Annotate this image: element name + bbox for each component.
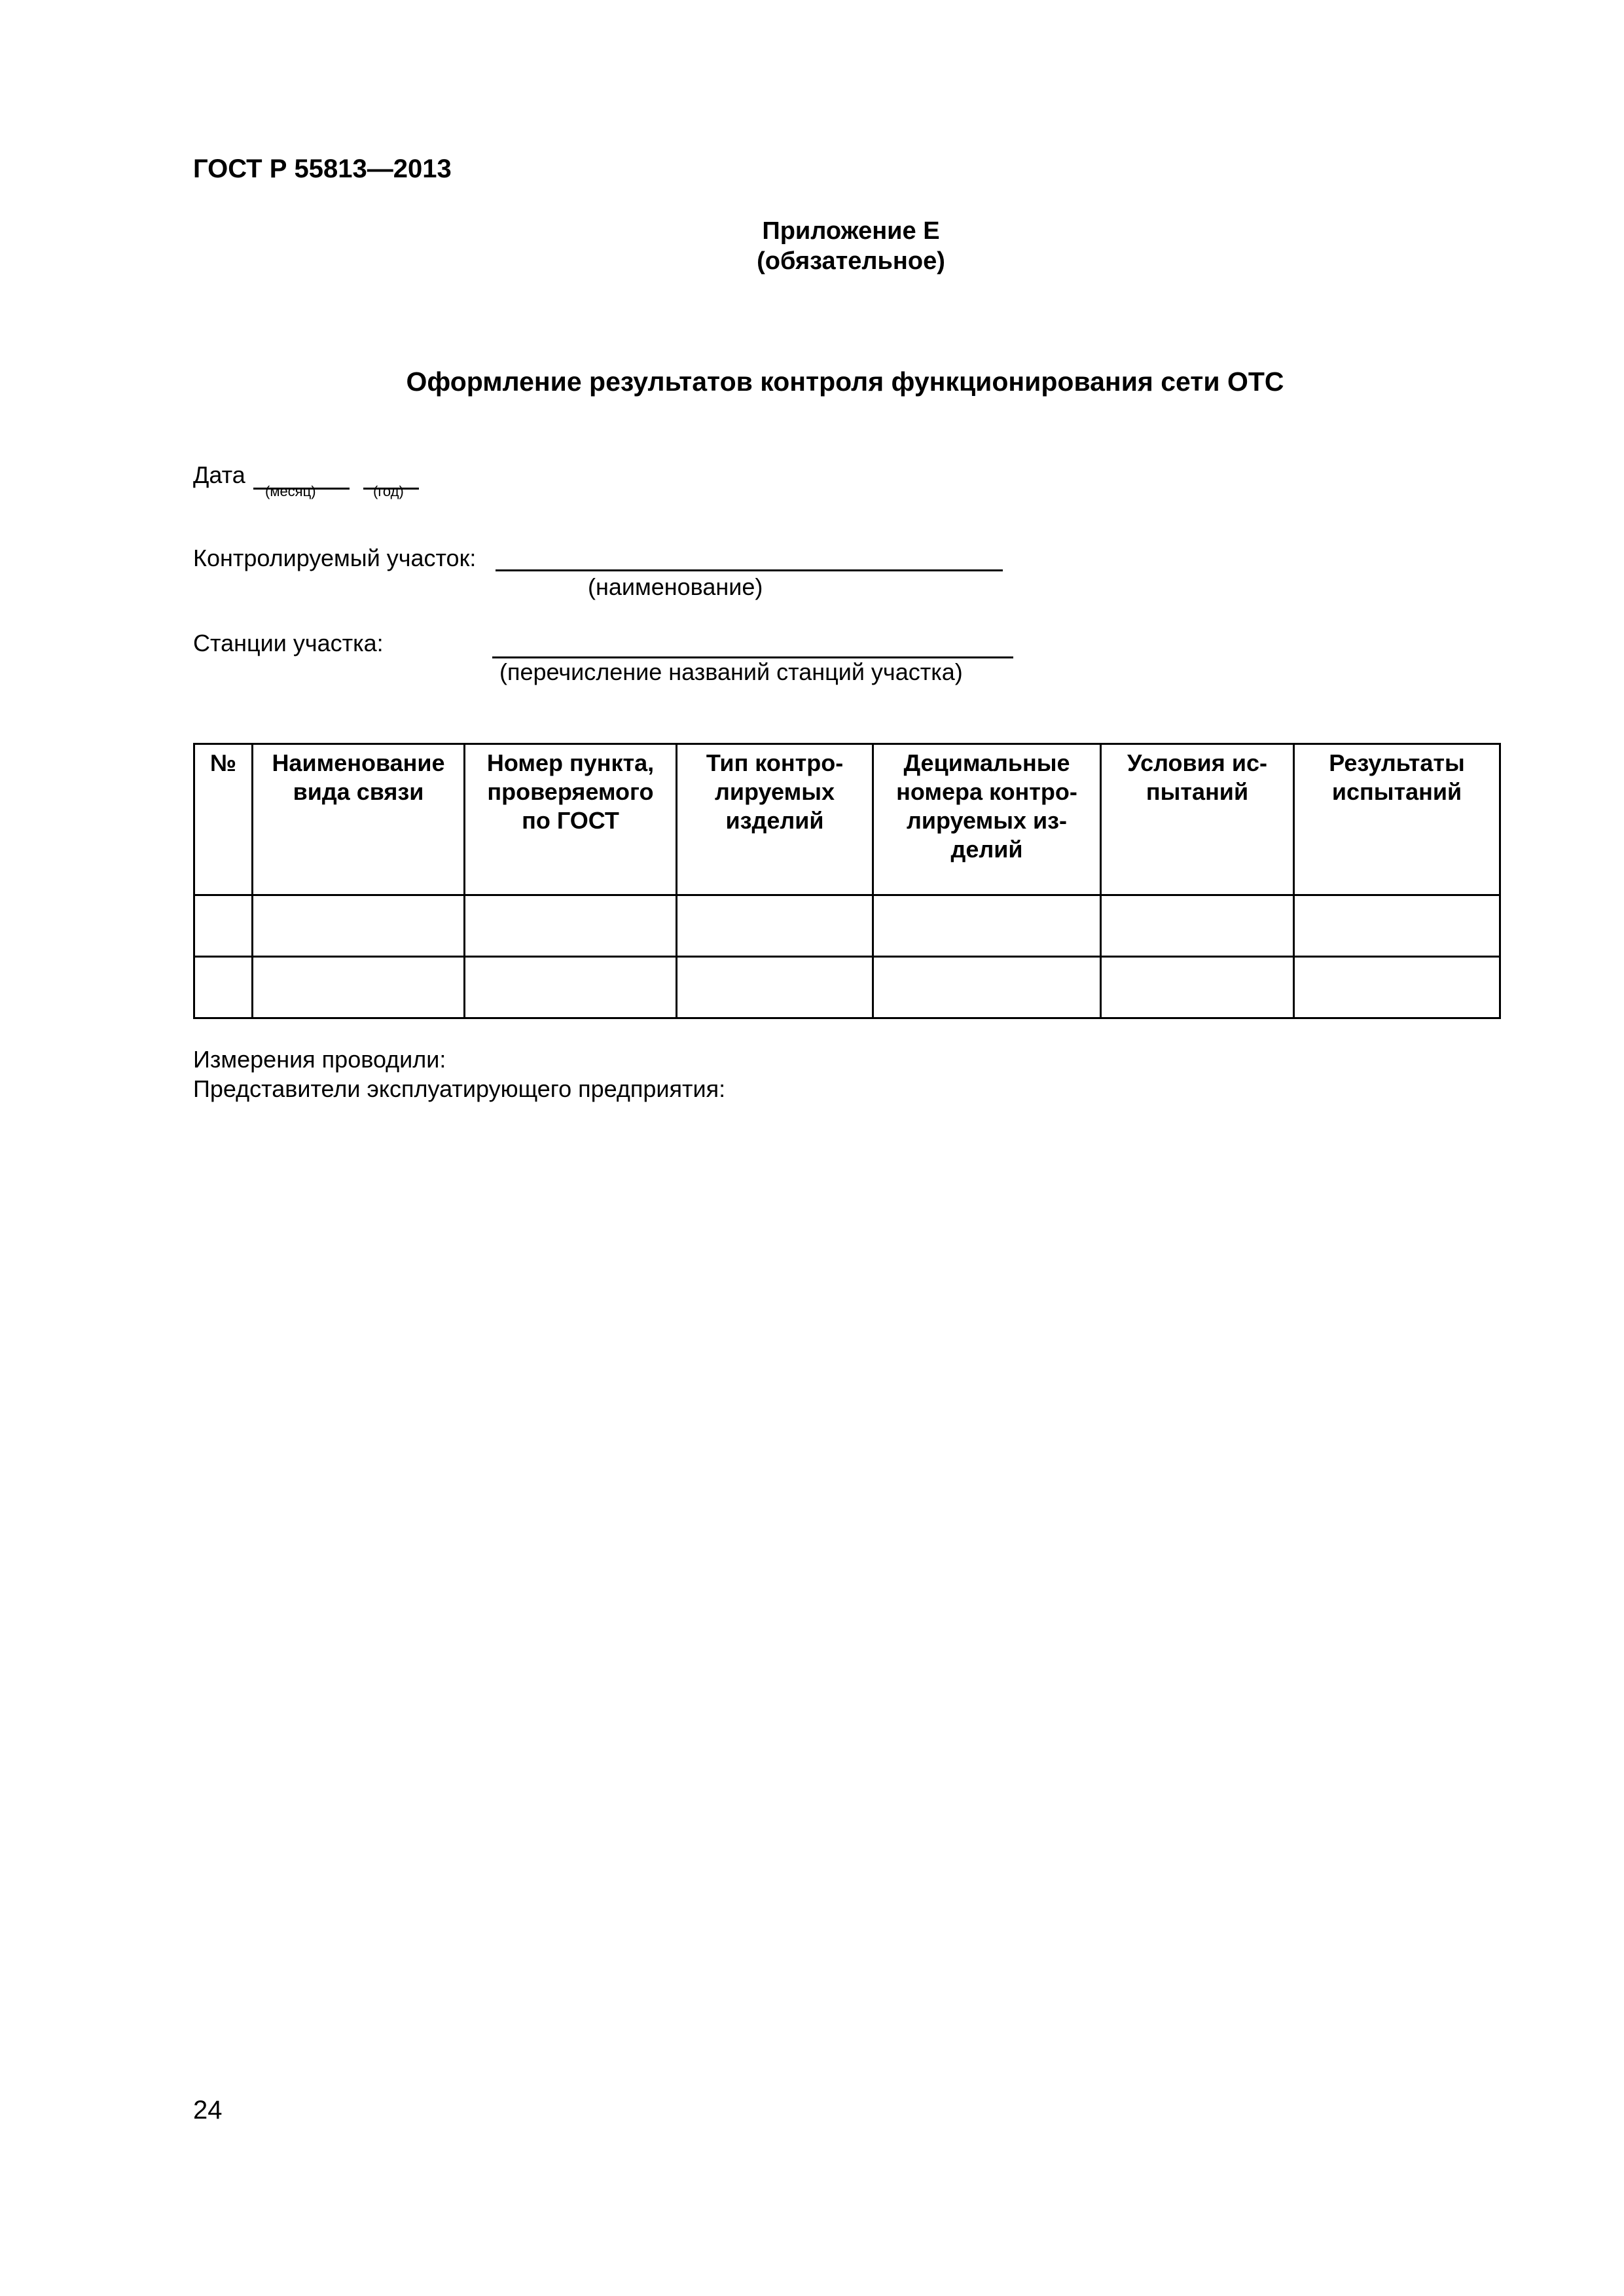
table-cell[interactable]	[1294, 895, 1500, 957]
stations-hint: (перечисление названий станций участка)	[499, 658, 963, 685]
year-hint: (год)	[373, 483, 404, 499]
column-header-link-type: Наименование вида связи	[253, 744, 465, 895]
month-hint: (месяц)	[265, 483, 316, 499]
section-hint: (наименование)	[588, 573, 763, 600]
table-cell[interactable]	[194, 895, 253, 957]
column-header-product-type: Тип контро- лируемых изделий	[677, 744, 873, 895]
page-number: 24	[193, 2096, 223, 2125]
table-row	[194, 895, 1500, 957]
section-label: Контролируемый участок:	[193, 545, 477, 571]
column-header-test-results: Результаты испытаний	[1294, 744, 1500, 895]
appendix-label: Приложение Е	[762, 217, 940, 245]
table-cell[interactable]	[465, 895, 677, 957]
stations-label: Станции участка:	[193, 630, 384, 656]
table-cell[interactable]	[1294, 957, 1500, 1018]
column-header-gost-clause: Номер пункта, проверяемого по ГОСТ	[465, 744, 677, 895]
section-name-blank[interactable]	[496, 569, 1003, 571]
table-cell[interactable]	[194, 957, 253, 1018]
column-header-test-conditions: Условия ис- пытаний	[1101, 744, 1294, 895]
table-row	[194, 957, 1500, 1018]
table-cell[interactable]	[1101, 957, 1294, 1018]
table-cell[interactable]	[873, 895, 1101, 957]
table-cell[interactable]	[677, 895, 873, 957]
measured-by-label: Измерения проводили:	[193, 1046, 446, 1073]
document-title: Оформление результатов контроля функционирования сети ОТС	[406, 367, 1284, 397]
table-cell[interactable]	[1101, 895, 1294, 957]
column-header-number: №	[194, 744, 253, 895]
table-cell[interactable]	[677, 957, 873, 1018]
table-cell[interactable]	[873, 957, 1101, 1018]
appendix-heading	[720, 216, 982, 276]
table-cell[interactable]	[465, 957, 677, 1018]
column-header-decimal-numbers: Децимальные номера контро- лируемых из- делий	[873, 744, 1101, 895]
date-label: Дата	[193, 461, 245, 488]
representatives-label: Представители эксплуатирующего предприятия:	[193, 1075, 726, 1102]
table-header-row	[194, 744, 1500, 895]
table-cell[interactable]	[253, 957, 465, 1018]
table-cell[interactable]	[253, 895, 465, 957]
standard-id: ГОСТ Р 55813—2013	[193, 154, 452, 183]
results-table	[193, 743, 1501, 1019]
appendix-status: (обязательное)	[757, 247, 945, 275]
